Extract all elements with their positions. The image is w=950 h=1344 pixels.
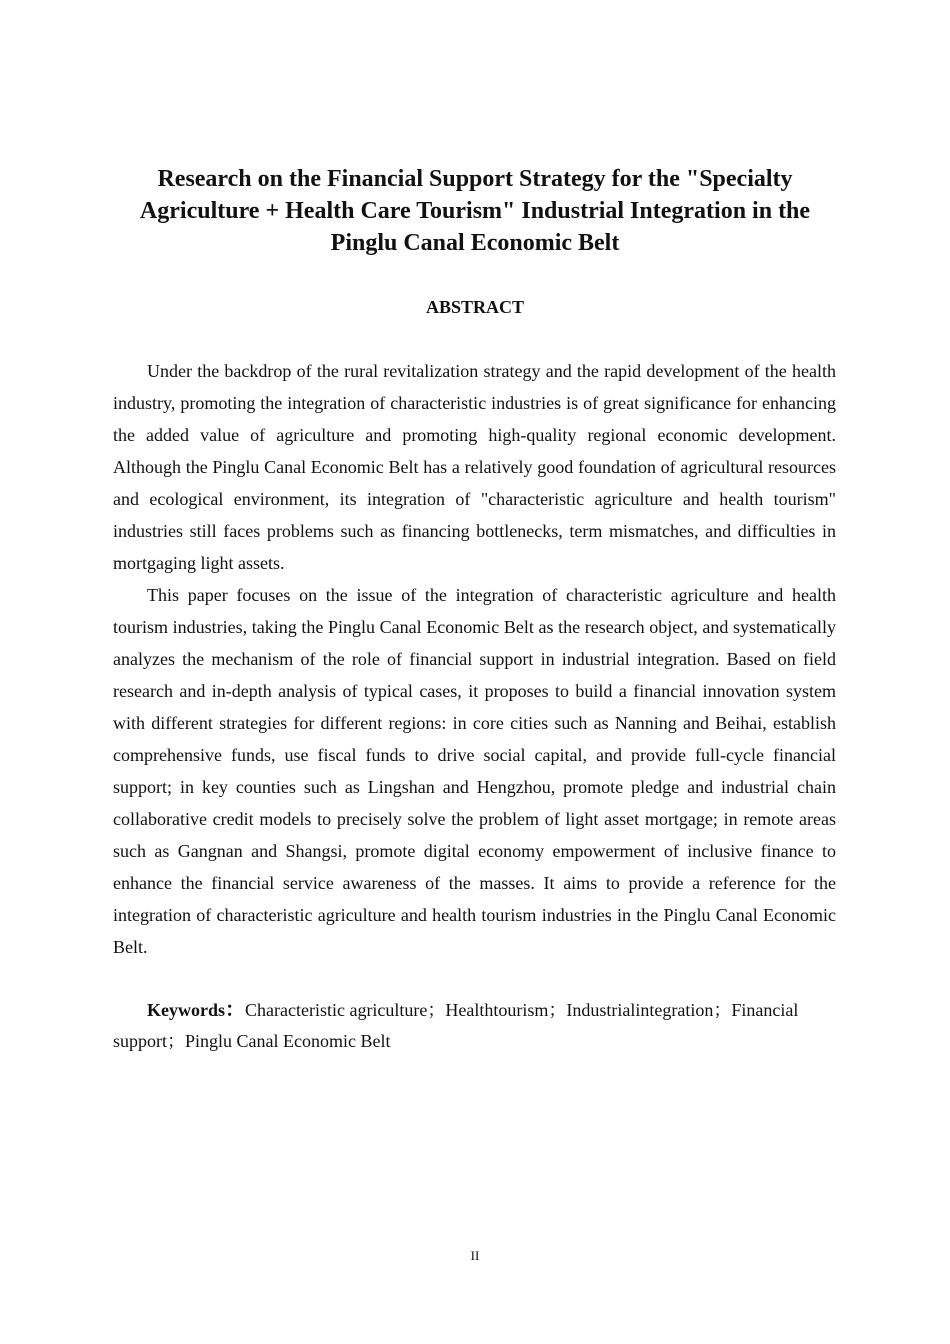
paper-title [100, 163, 850, 259]
abstract-paragraph-1: Under the backdrop of the rural revitalization strategy and the rapid development of the health industry, promoting the integration of characteristic industries is of great significance for enhancing the added value of agriculture and promoting high-quality regional economic development. Although the Pinglu Canal Economic Belt has a relatively good foundation of agricultural resources and ecological environment, its integration of "characteristic agriculture and health tourism" industries still faces problems such as financing bottlenecks, term mismatches, and difficulties in mortgaging light assets. [113, 361, 836, 573]
keywords-label: Keywords [147, 1000, 225, 1020]
page-number: II [470, 1248, 480, 1263]
keywords-separator: ： [225, 999, 245, 1021]
title-line-2: Agriculture + Health Care Tourism" Industrial Integration in the [139, 198, 811, 224]
keywords-text: Characteristic agriculture；Healthtourism；Industrialintegration；Financial support；Pinglu Canal Economic Belt [113, 1000, 799, 1051]
title-line-3: Pinglu Canal Economic Belt [330, 230, 620, 256]
abstract-paragraph-2: This paper focuses on the issue of the integration of characteristic agriculture and health tourism industries, taking the Pinglu Canal Economic Belt as the research object, and systematically analyzes the mechanism of the role of financial support in industrial integration. Based on field research and in-depth analysis of typical cases, it proposes to build a financial innovation system with different strategies for different regions: in core cities such as Nanning and Beihai, establish comprehensive funds, use fiscal funds to drive social capital, and provide full-cycle financial support; in key counties such as Lingshan and Hengzhou, promote pledge and industrial chain collaborative credit models to precisely solve the problem of light asset mortgage; in remote areas such as Gangnan and Shangsi, promote digital economy empowerment of inclusive finance to enhance the financial service awareness of the masses. It aims to provide a reference for the integration of characteristic agriculture and health tourism industries in the Pinglu Canal Economic Belt. [113, 585, 836, 957]
keywords-block [113, 995, 836, 1057]
title-line-1: Research on the Financial Support Strategy for the "Specialty [157, 166, 793, 192]
abstract-heading: ABSTRACT [425, 297, 525, 317]
abstract-body [113, 355, 836, 963]
